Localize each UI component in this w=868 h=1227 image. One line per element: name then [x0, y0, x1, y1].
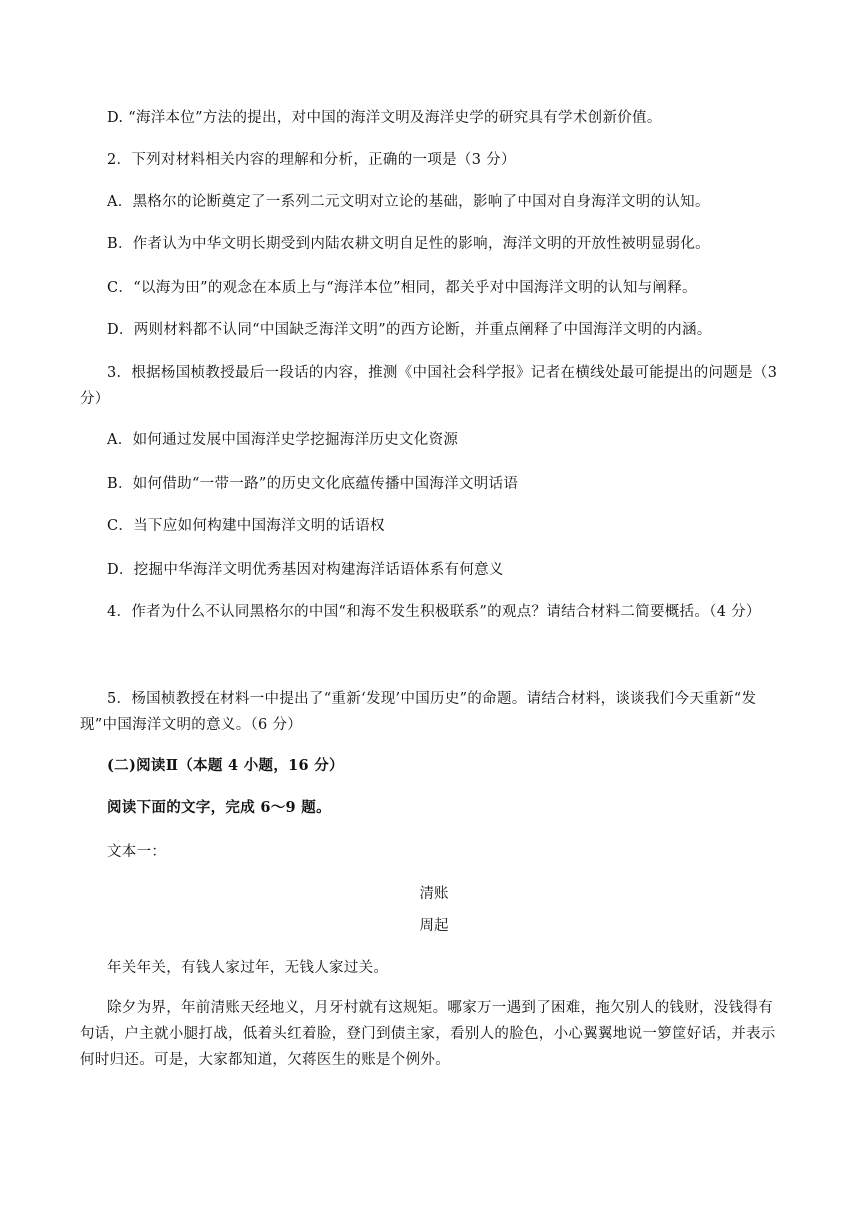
text-label: 文本一：: [107, 844, 167, 860]
q2-option-c: C．“以海为田”的观念在本质上与“海洋本位”相同，都关乎对中国海洋文明的认知与阐释。: [107, 280, 697, 296]
q1-option-d: D. “海洋本位”方法的提出，对中国的海洋文明及海洋史学的研究具有学术创新价值。: [107, 110, 662, 126]
q2-option-d: D．两则材料都不认同“中国缺乏海洋文明”的西方论断，并重点阐释了中国海洋文明的内涵。: [107, 322, 712, 338]
q5-stem: 5．杨国桢教授在材料一中提出了“重新‘发现’中国历史”的命题。请结合材料，谈谈我们今天重新“发现”中国海洋文明的意义。（6 分）: [80, 691, 757, 733]
q3-option-b: B．如何借助“一带一路”的历史文化底蕴传播中国海洋文明话语: [107, 476, 519, 492]
q2-option-a: A．黑格尔的论断奠定了一系列二元文明对立论的基础，影响了中国对自身海洋文明的认知。: [107, 194, 710, 210]
q2-stem: 2．下列对材料相关内容的理解和分析，正确的一项是（3 分）: [107, 152, 516, 168]
q4-stem: 4．作者为什么不认同黑格尔的中国“和海不发生积极联系”的观点？请结合材料二简要概括。（4 分）: [107, 604, 761, 620]
section-heading: (二)阅读Ⅱ（本题 4 小题，16 分）: [107, 757, 344, 774]
q3-option-a: A．如何通过发展中国海洋史学挖掘海洋历史文化资源: [107, 432, 459, 448]
story-paragraph-2: 除夕为界，年前清账天经地义，月牙村就有这规矩。哪家万一遇到了困难，拖欠别人的钱财，没钱得有句话，户主就小腿打战，低着头红着脸，登门到债主家，看别人的脸色，小心翼翼地说一箩筐好话，并表示何时归还。可是，大家都知道，欠蒋医生的账是个例外。: [80, 1000, 776, 1068]
story-author: 周起: [419, 918, 449, 934]
story-title: 清账: [419, 886, 449, 902]
q3-option-d: D．挖掘中华海洋文明优秀基因对构建海洋话语体系有何意义: [107, 562, 504, 578]
q3-option-c: C．当下应如何构建中国海洋文明的话语权: [107, 518, 385, 534]
q2-option-b: B．作者认为中华文明长期受到内陆农耕文明自足性的影响，海洋文明的开放性被明显弱化。: [107, 236, 710, 252]
story-paragraph-1: 年关年关，有钱人家过年，无钱人家过关。: [107, 960, 389, 976]
section-instruction: 阅读下面的文字，完成 6～9 题。: [107, 799, 331, 816]
q3-stem: 3．根据杨国桢教授最后一段话的内容，推测《中国社会科学报》记者在横线处最可能提出的问题是（3分）: [80, 365, 778, 407]
